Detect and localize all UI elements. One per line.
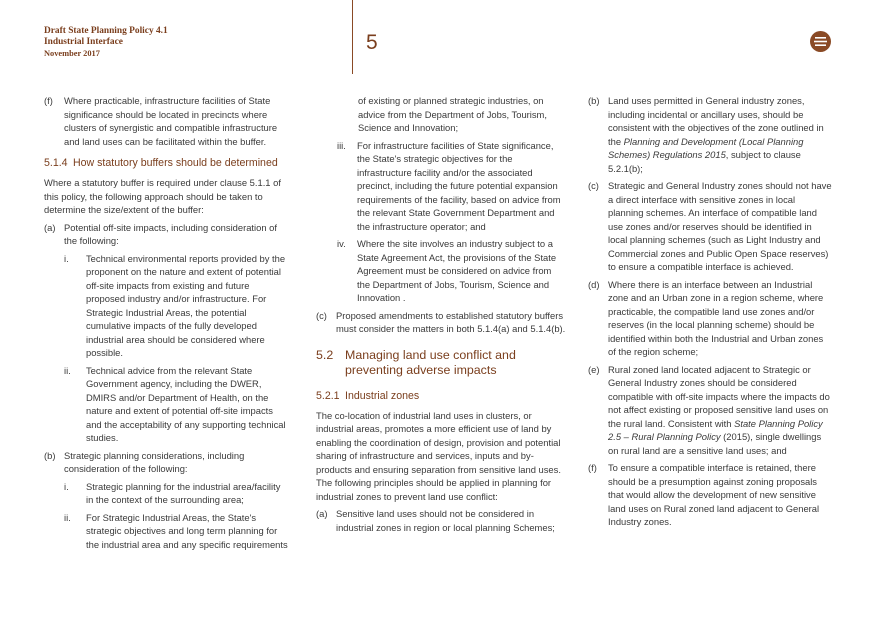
clause-text: Strategic and General Industry zones should not have a direct interface with sensitive zones in local planning schemes. An interface of compatible land use zones and/or reserves should be identified in local planning schemes (such as Light Industry and Commercial zones and Public Open Space reserves) to ensure a compatible interface is achieved. [608, 180, 832, 272]
clause-marker: (f) [44, 95, 53, 106]
clause-marker: (c) [588, 180, 599, 191]
subclause-b-ii [64, 511, 289, 552]
subclause-marker: i. [64, 480, 69, 492]
heading-title: Managing land use conflict and preventing adverse impacts [345, 347, 516, 377]
subclause-text: For infrastructure facilities of State significance, the State's strategic objectives for the infrastructure facility and/or the associated precinct, including the future potential expansion requirements of the facility, based on advice from the relevant State Government Department and the infrastructure operator; and [357, 139, 561, 232]
clause-text-part: , subject to clause 5.2.1(b); [608, 149, 801, 174]
subclause-b-iii [337, 139, 566, 234]
heading-5-2 [316, 348, 566, 379]
clause-e [588, 363, 832, 458]
policy-title: State Planning Policy 2.5 – Rural Planning Policy [608, 417, 823, 442]
document-header [44, 26, 168, 59]
clause-text: Potential off-site impacts, including consideration of the following: [64, 221, 277, 246]
clause-text-part: Land uses permitted in General industry zones, including incidental or ancillary uses, should be consistent with the objectives of the zone outlined in the [608, 95, 824, 147]
clause-c [316, 309, 566, 336]
clause-text-part: Rural zoned land located adjacent to Strategic or General Industry zones should be considered compatible with off-site impacts where the impacts do not affect existing or proposed sensitive land uses on the rural land. Consistent with [608, 363, 830, 429]
clause-text: To ensure a compatible interface is retained, there should be a presumption against zoning proposals that would allow the development of new sensitive land uses on Rural zoned land adjacent to General Industry zones. [608, 462, 820, 527]
menu-icon[interactable] [810, 31, 831, 52]
document-date: November 2017 [44, 49, 100, 58]
document-subtitle: Industrial Interface [44, 37, 123, 47]
header-divider [352, 0, 353, 74]
clause-f [588, 461, 832, 529]
intro-paragraph: Where a statutory buffer is required under clause 5.1.1 of this policy, the following approach should be taken to determine the size/extent of the buffer: [44, 177, 281, 215]
subclause-marker: i. [64, 252, 69, 264]
clause-marker: (f) [588, 462, 597, 473]
clause-f [44, 94, 289, 148]
clause-text [608, 94, 832, 175]
clause-marker: (d) [588, 278, 600, 290]
clause-a [316, 507, 566, 534]
clause-text: Where practicable, infrastructure facilities of State significance should be located in precincts where clusters of synergistic and compatible infrastructure and land uses can be facilitated within the buffer. [64, 95, 278, 147]
subclause-marker: iii. [337, 139, 346, 151]
clause-marker: (b) [588, 95, 600, 106]
clause-marker: (b) [44, 449, 56, 461]
clause-text: Proposed amendments to established statutory buffers must consider the matters in both 5.1.4(a) and 5.1.4(b). [336, 309, 566, 334]
clause-marker: (a) [316, 508, 328, 519]
clause-text: Where there is an interface between an Industrial zone and an Urban zone in a region scheme, where practicable, the compatible land use zones and/or reserves (in the local planning scheme) should be identified within both the Industrial and Urban zones of the region scheme; [608, 278, 824, 357]
subclause-a-ii [64, 364, 289, 445]
subclause-marker: iv. [337, 238, 346, 249]
column-1 [44, 94, 289, 555]
subclause-marker: ii. [64, 364, 71, 376]
clause-marker: (a) [44, 221, 56, 233]
subclause-b-i [64, 480, 289, 507]
page-number: 5 [366, 31, 378, 54]
subclause-text: For Strategic Industrial Areas, the State's strategic objectives and long term planning for the industrial area and any specific requirements [86, 511, 288, 550]
clause-text: Sensitive land uses should not be considered in industrial zones in region or local planning Schemes; [336, 508, 555, 533]
clause-b [588, 94, 832, 175]
heading-number: 5.2 [316, 347, 334, 362]
clause-marker: (c) [316, 309, 327, 321]
subclause-text: Technical environmental reports provided by the proponent on the nature and extent of potential off-site impacts from existing and future proposed industry and/or infrastructure. For Strategic Industrial Areas, the potential cumulative impacts of the fully developed industrial area should be considered where possible. [86, 252, 286, 358]
heading-number: 5.2.1 [316, 389, 340, 402]
clause-text [608, 363, 832, 458]
subclause-text: Where the site involves an industry subject to a State Agreement Act, the provisions of the State Agreement must be considered on advice from the Department of Jobs, Tourism, Science and Innovation . [357, 238, 557, 303]
clause-marker: (e) [588, 363, 600, 375]
subclause-text: Strategic planning for the industrial area/facility in the context of the surrounding area; [86, 480, 281, 505]
clause-b [44, 449, 289, 476]
subclause-a-i [64, 252, 289, 360]
heading-5-1-4 [44, 156, 289, 170]
clause-a [44, 221, 289, 248]
continued-text: of existing or planned strategic industries, on advice from the Department of Jobs, Tourism, Science and Innovation; [358, 95, 547, 133]
clause-c [588, 179, 832, 274]
clause-d [588, 278, 832, 359]
clause-text-part: (2015), single dwellings on rural land are a sensitive land uses; and [608, 431, 822, 456]
clause-text: Strategic planning considerations, including consideration of the following: [64, 449, 245, 474]
intro-paragraph: The co-location of industrial land uses in clusters, or industrial areas, promotes a more efficient use of land by enabling the coordination of design, provision and potential sharing of infrastructure and services, inputs and by-products and ensuring separation from sensitive land uses. The following principles should be applied in planning for industrial zones to prevent land use conflict: [316, 409, 561, 502]
heading-number: 5.1.4 [44, 157, 68, 169]
document-title: Draft State Planning Policy 4.1 [44, 26, 168, 36]
heading-title: Industrial zones [345, 389, 420, 402]
heading-5-2-1 [316, 389, 566, 403]
heading-title: How statutory buffers should be determined [73, 157, 278, 169]
subclause-b-iv [337, 237, 566, 305]
column-3 [588, 94, 832, 533]
subclause-text: Technical advice from the relevant State Government agency, including the DWER, DMIRS and/or Department of Health, on the nature and extent of potential off-site impacts and the acceptability of any supporting technical studies. [86, 364, 286, 443]
column-2 [316, 94, 566, 538]
subclause-marker: ii. [64, 511, 71, 523]
regulation-title: Planning and Development (Local Planning Schemes) Regulations 2015 [608, 135, 804, 160]
